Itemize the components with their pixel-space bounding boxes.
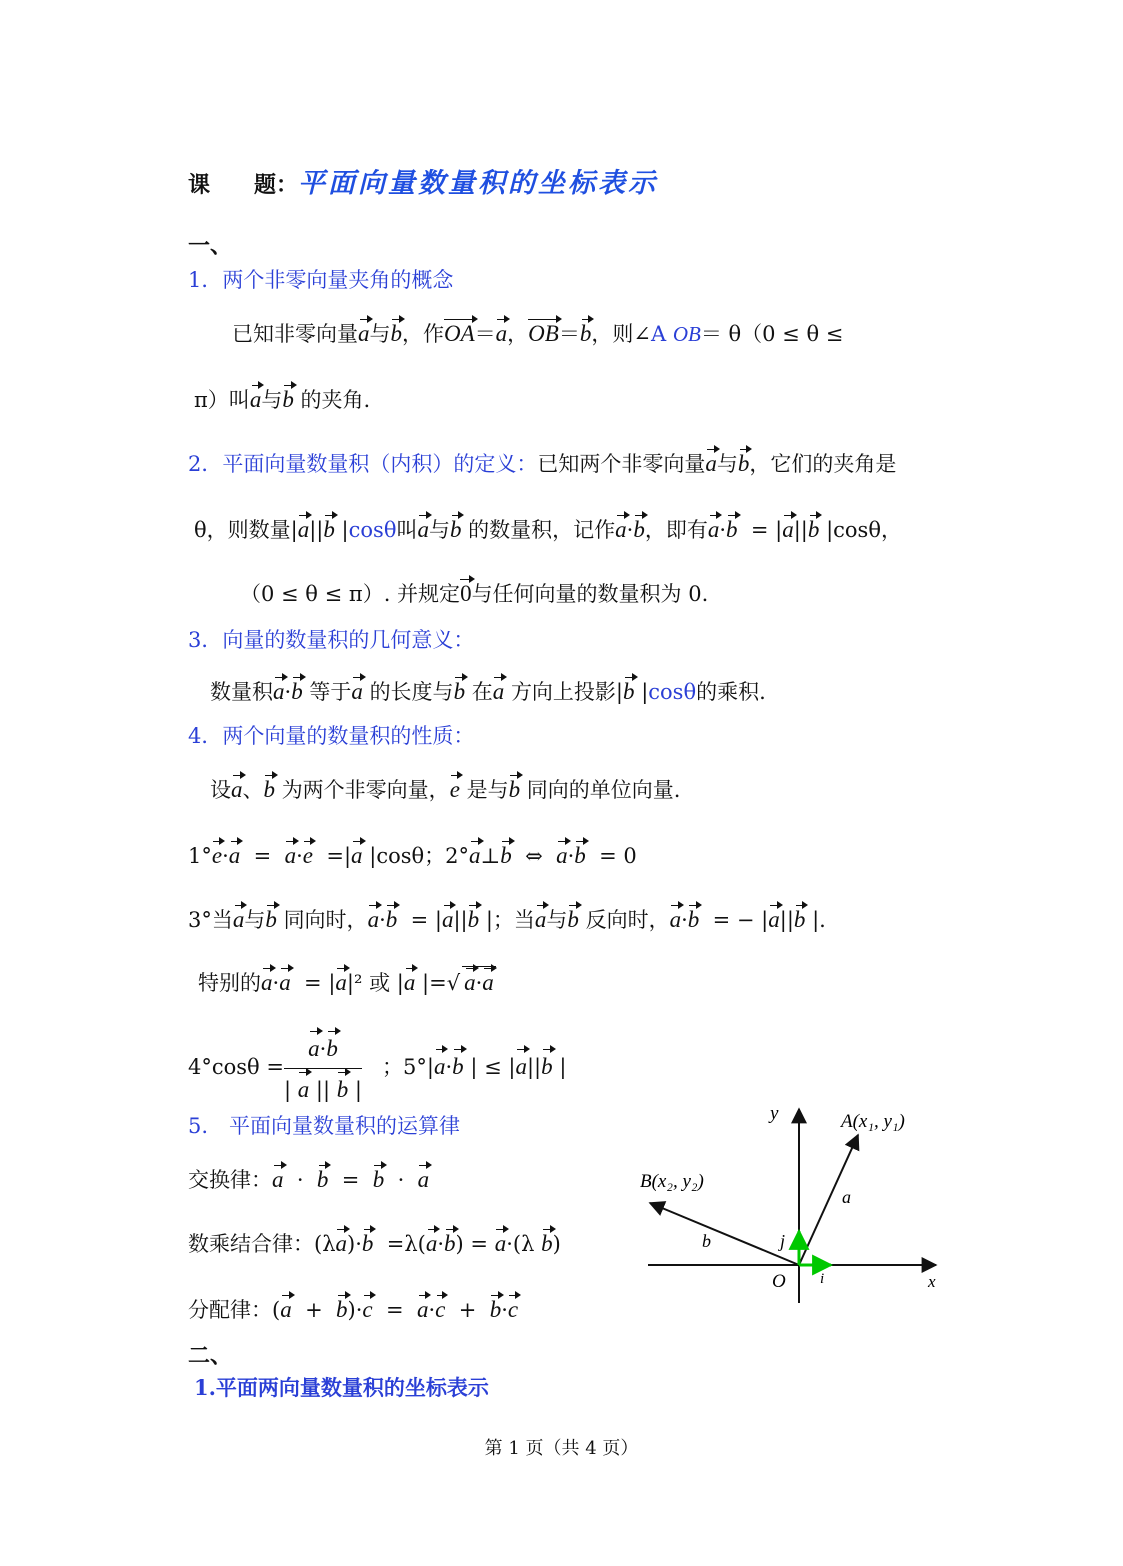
section2-heading: 2．平面向量数量积（内积）的定义：	[188, 452, 538, 476]
title-key: 课 题：	[188, 172, 299, 198]
title-row	[188, 170, 658, 199]
b-label: b	[702, 1231, 711, 1251]
coordinate-diagram	[636, 1095, 946, 1310]
j-label: j	[780, 1231, 786, 1251]
section1-line1: 已知非零向量a与b，作OA＝a，OB＝b，则∠A OB＝ θ（0 ≤ θ ≤	[232, 318, 843, 348]
section2-line3: （0 ≤ θ ≤ π）. 并规定0与任何向量的数量积为 0.	[240, 578, 708, 608]
section4-heading: 4．两个向量的数量积的性质：	[188, 724, 475, 748]
cos-fraction: $\frac{a\cdot b}{| a || b |}$	[284, 1030, 362, 1107]
section1-heading: 1．两个非零向量夹角的概念	[188, 268, 454, 292]
point-B-label: B(x₂, y₂)	[640, 1171, 704, 1192]
part-one-heading: 一、	[188, 233, 233, 259]
vector-a: a	[358, 318, 370, 348]
sqrt-expression: a·a	[462, 966, 496, 997]
vector-OA: OA	[444, 318, 475, 348]
section5-heading: 5. 平面向量数量积的运算律	[188, 1114, 461, 1138]
property-1-2: 1°e·a = a·e =|a |cosθ；2°a⊥b ⇔ a·b = 0	[188, 840, 637, 870]
origin-label: O	[772, 1271, 786, 1292]
zero-vector: 0	[460, 578, 472, 608]
section3-heading: 3．向量的数量积的几何意义：	[188, 628, 475, 652]
special-case: 特别的a·a = |a|² 或 |a |=√ a·a	[198, 966, 496, 997]
vector-a: a	[496, 318, 508, 348]
property-4-5: 4°cosθ = $\frac{a\cdot b}{| a || b |}$ ；5°|a·b | ≤ |a||b |	[188, 1030, 566, 1107]
title-value: 平面向量数量积的坐标表示	[298, 168, 659, 199]
scalar-associative-law: 数乘结合律：(λa)·b =λ(a·b) = a·(λ b)	[188, 1228, 561, 1258]
vector-b: b	[282, 384, 294, 414]
x-label: x	[928, 1272, 936, 1291]
commutative-law: 交换律：a · b = b · a	[188, 1164, 429, 1194]
y-label: y	[770, 1103, 779, 1124]
a-label: a	[842, 1187, 851, 1207]
vector-a: a	[250, 384, 262, 414]
section2-line2: θ，则数量|a||b |cosθ叫a与b 的数量积，记作a·b，即有a·b = |a||b |cosθ，	[194, 514, 902, 544]
section6-heading: 1.平面两向量数量积的坐标表示	[194, 1375, 489, 1400]
point-A-label: A(x₁, y₁)	[841, 1111, 905, 1132]
distributive-law: 分配律：(a + b)·c = a·c + b·c	[188, 1294, 518, 1324]
section2-heading-row: 2．平面向量数量积（内积）的定义：已知两个非零向量a与b，它们的夹角是	[188, 448, 896, 478]
i-label: i	[820, 1271, 825, 1287]
section3-line1: 数量积a·b 等于a 的长度与b 在a 方向上投影|b |cosθ的乘积.	[210, 676, 766, 706]
vector-b: b	[580, 318, 592, 348]
vector-b-arrow	[650, 1203, 799, 1265]
vector-OB: OB	[528, 318, 559, 348]
part-two-heading: 二、	[188, 1343, 233, 1369]
page-footer: 第 1 页（共 4 页）	[484, 1438, 639, 1459]
property-3: 3°当a与b 同向时，a·b = |a||b |；当a与b 反向时，a·b = − |a||b |.	[188, 904, 826, 934]
section1-line2: π）叫a与b 的夹角.	[194, 384, 370, 414]
vector-b: b	[391, 318, 403, 348]
section4-line1: 设a、b 为两个非零向量，e 是与b 同向的单位向量.	[210, 774, 680, 804]
